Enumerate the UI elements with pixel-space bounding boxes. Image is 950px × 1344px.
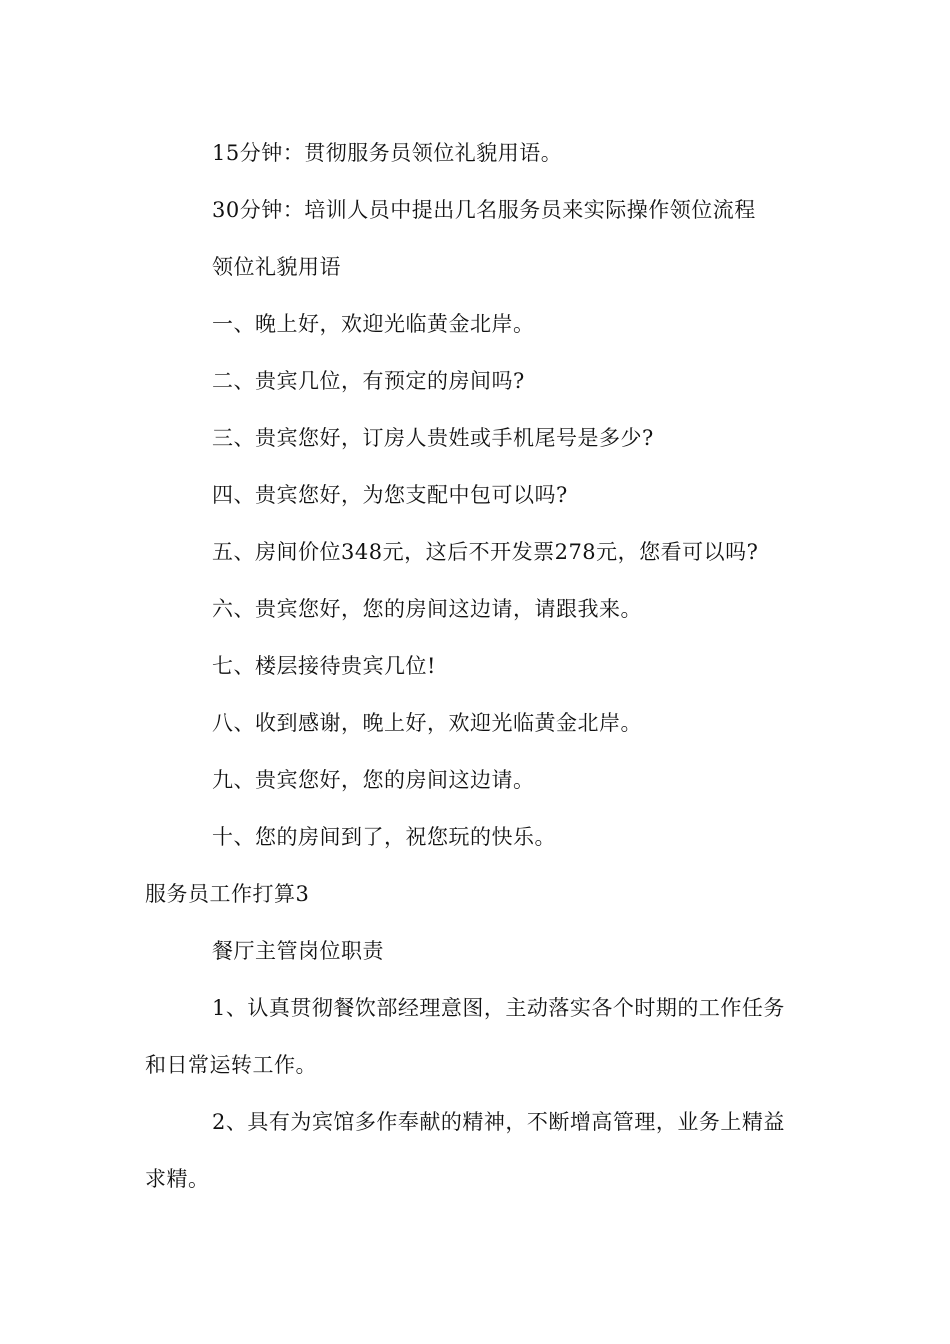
etiquette-item-10: 十、您的房间到了，祝您玩的快乐。: [212, 825, 556, 849]
etiquette-item-7: 七、楼层接待贵宾几位!: [212, 654, 436, 678]
etiquette-item-5: 五、房间价位348元，这后不开发票278元，您看可以吗?: [212, 540, 759, 564]
etiquette-item-4: 四、贵宾您好，为您支配中包可以吗?: [212, 483, 568, 507]
etiquette-item-9: 九、贵宾您好，您的房间这边请。: [212, 768, 535, 792]
duty-1-line-2: 和日常运转工作。: [145, 1053, 317, 1077]
etiquette-item-1: 一、晚上好，欢迎光临黄金北岸。: [212, 312, 535, 336]
etiquette-item-3: 三、贵宾您好，订房人贵姓或手机尾号是多少?: [212, 426, 654, 450]
etiquette-item-2: 二、贵宾几位，有预定的房间吗?: [212, 369, 525, 393]
section-heading-etiquette: 领位礼貌用语: [212, 255, 341, 279]
paragraph-training-15min: 15分钟：贯彻服务员领位礼貌用语。: [212, 141, 563, 165]
etiquette-item-8: 八、收到感谢，晚上好，欢迎光临黄金北岸。: [212, 711, 642, 735]
etiquette-item-6: 六、贵宾您好，您的房间这边请，请跟我来。: [212, 597, 642, 621]
paragraph-training-30min: 30分钟：培训人员中提出几名服务员来实际操作领位流程: [212, 198, 756, 222]
duty-2-line-1: 2、具有为宾馆多作奉献的精神，不断增高管理，业务上精益: [212, 1110, 785, 1134]
duty-1-line-1: 1、认真贯彻餐饮部经理意图，主动落实各个时期的工作任务: [212, 996, 785, 1020]
section-heading-supervisor-duties: 餐厅主管岗位职责: [212, 939, 384, 963]
section-title-work-plan-3: 服务员工作打算3: [145, 882, 310, 906]
duty-2-line-2: 求精。: [145, 1167, 210, 1191]
